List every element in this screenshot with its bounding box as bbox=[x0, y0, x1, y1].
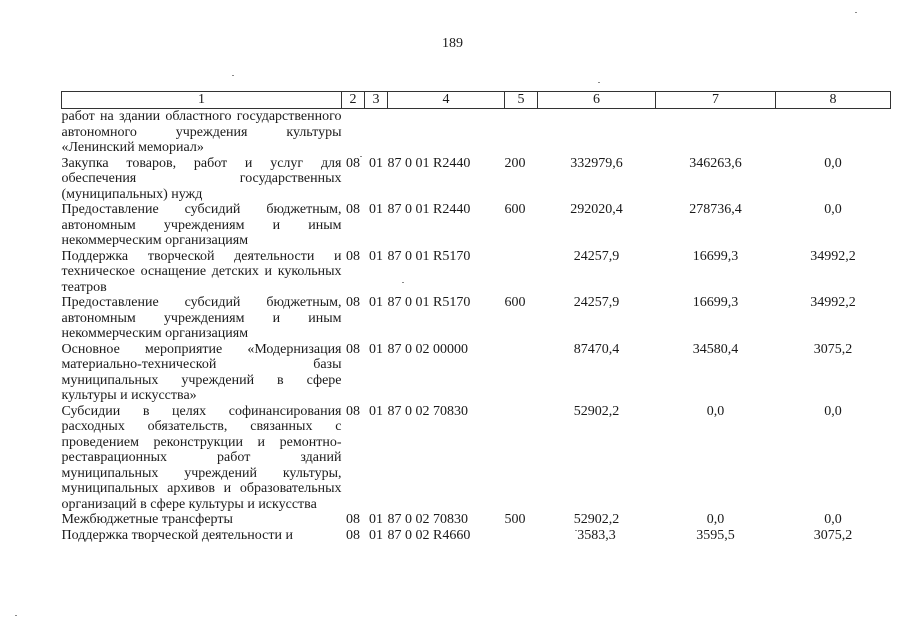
row-amount-1: 52902,2 bbox=[573, 403, 620, 419]
row-expense-type bbox=[505, 249, 538, 296]
row-amount-1: 3583,3 bbox=[577, 527, 616, 543]
row-target-item: 87 0 02 R4660 bbox=[387, 527, 471, 543]
row-amount-3: 34992,2 bbox=[810, 248, 856, 264]
row-subsection: 01 bbox=[369, 527, 383, 543]
row-expense-type bbox=[505, 342, 538, 404]
row-target-item: 87 0 02 70830 bbox=[387, 512, 468, 527]
row-amount-3: 34992,2 bbox=[810, 295, 856, 310]
row-name: Поддержка творческой деятельности и техническое оснащение детских и кукольных театров bbox=[61, 248, 342, 295]
row-target-item: 87 0 01 R2440 bbox=[387, 202, 471, 217]
row-subsection: 01 bbox=[369, 403, 383, 419]
row-subsection: 01 bbox=[369, 295, 383, 310]
table-header bbox=[62, 92, 891, 109]
row-amount-1 bbox=[538, 109, 656, 156]
row-expense-type: 600 bbox=[504, 295, 526, 310]
row-target-item: 87 0 01 R5170 bbox=[387, 295, 471, 310]
row-target-item: 87 0 02 00000 bbox=[387, 341, 468, 357]
row-section: 08 bbox=[346, 527, 360, 543]
row-expense-type bbox=[505, 528, 538, 544]
scan-speck bbox=[855, 12, 857, 13]
row-amount-1: 24257,9 bbox=[573, 295, 620, 310]
scan-speck bbox=[598, 82, 600, 83]
table-row bbox=[62, 295, 891, 342]
header-col-2: 2 bbox=[342, 92, 365, 109]
row-amount-2: 0,0 bbox=[706, 403, 725, 419]
header-col-1: 1 bbox=[62, 92, 342, 109]
table-row bbox=[62, 404, 891, 513]
row-amount-2: 16699,3 bbox=[692, 248, 739, 264]
row-section: 08 bbox=[346, 248, 360, 264]
row-amount-1: 52902,2 bbox=[573, 512, 620, 527]
scan-speck bbox=[15, 615, 17, 616]
row-subsection: 01 bbox=[369, 155, 383, 171]
row-target-item: 87 0 02 70830 bbox=[387, 403, 468, 419]
row-amount-3: 0,0 bbox=[824, 512, 842, 527]
row-amount-3: 0,0 bbox=[824, 155, 842, 171]
row-expense-type: 500 bbox=[504, 512, 526, 527]
row-name: Субсидии в целях софинансирования расходных обязательств, связанных с проведением реконструкции и ремонтно-реставрационных работ зданий муниципальных учреждений культуры, муниципальных архивов и образовательных организаций в сфере культуры и искусства bbox=[61, 403, 342, 512]
row-section: 08 bbox=[346, 341, 360, 357]
header-col-8: 8 bbox=[776, 92, 891, 109]
scan-speck bbox=[232, 75, 234, 76]
row-amount-2: 346263,6 bbox=[689, 155, 742, 171]
row-amount-1: 332979,6 bbox=[570, 155, 623, 171]
row-section: 08 bbox=[346, 512, 360, 527]
header-col-4: 4 bbox=[388, 92, 505, 109]
row-amount-2: 34580,4 bbox=[692, 341, 739, 357]
header-col-5: 5 bbox=[505, 92, 538, 109]
budget-table bbox=[61, 91, 891, 543]
row-amount-3: 3075,2 bbox=[813, 341, 853, 357]
header-col-6: 6 bbox=[538, 92, 656, 109]
row-name: работ на здании областного государственного автономного учреждения культуры «Ленинский мемориал» bbox=[61, 109, 342, 155]
row-amount-2 bbox=[656, 109, 776, 156]
table-row bbox=[62, 109, 891, 156]
scan-speck bbox=[360, 156, 362, 157]
row-subsection bbox=[365, 109, 388, 156]
row-amount-2: 3595,5 bbox=[696, 527, 735, 543]
row-amount-2: 0,0 bbox=[706, 512, 725, 527]
table-row bbox=[62, 249, 891, 296]
row-target-item: 87 0 01 R5170 bbox=[387, 248, 471, 264]
table-row bbox=[62, 528, 891, 544]
table-row bbox=[62, 156, 891, 203]
row-section: 08 bbox=[346, 295, 360, 310]
row-target-item bbox=[388, 109, 505, 156]
row-amount-1: 292020,4 bbox=[570, 202, 623, 217]
row-name: Основное мероприятие «Модернизация материально-технической базы муниципальных учреждений в сфере культуры и искусства» bbox=[61, 341, 342, 403]
row-name: Предоставление субсидий бюджетным, автономным учреждениям и иным некоммерческим организациям bbox=[61, 202, 342, 248]
row-expense-type: 200 bbox=[504, 155, 526, 171]
row-subsection: 01 bbox=[369, 202, 383, 217]
row-name: Закупка товаров, работ и услуг для обеспечения государственных (муниципальных) нужд bbox=[61, 155, 342, 202]
row-amount-1: 87470,4 bbox=[573, 341, 620, 357]
row-amount-2: 16699,3 bbox=[692, 295, 739, 310]
row-amount-2: 278736,4 bbox=[689, 202, 742, 217]
table-row bbox=[62, 202, 891, 249]
table-row bbox=[62, 512, 891, 528]
row-section: 08 bbox=[346, 155, 360, 171]
header-row bbox=[62, 92, 891, 109]
row-name: Межбюджетные трансферты bbox=[61, 512, 233, 527]
row-name: Поддержка творческой деятельности и bbox=[61, 527, 293, 543]
scan-speck bbox=[402, 282, 404, 283]
row-section: 08 bbox=[346, 202, 360, 217]
row-expense-type bbox=[505, 109, 538, 156]
row-amount-3: 0,0 bbox=[824, 202, 842, 217]
header-col-7: 7 bbox=[656, 92, 776, 109]
page-number: 189 bbox=[442, 36, 463, 51]
row-expense-type bbox=[505, 404, 538, 513]
scan-speck bbox=[575, 530, 577, 531]
row-subsection: 01 bbox=[369, 248, 383, 264]
row-section bbox=[342, 109, 365, 156]
row-subsection: 01 bbox=[369, 512, 383, 527]
row-amount-3: 3075,2 bbox=[813, 527, 853, 543]
row-amount-3 bbox=[776, 109, 891, 156]
table-body bbox=[62, 109, 891, 544]
row-expense-type: 600 bbox=[504, 202, 526, 217]
row-subsection: 01 bbox=[369, 341, 383, 357]
row-section: 08 bbox=[346, 403, 360, 419]
row-amount-1: 24257,9 bbox=[573, 248, 620, 264]
row-name: Предоставление субсидий бюджетным, автономным учреждениям и иным некоммерческим организациям bbox=[61, 295, 342, 341]
row-target-item: 87 0 01 R2440 bbox=[387, 155, 471, 171]
header-col-3: 3 bbox=[365, 92, 388, 109]
row-amount-3: 0,0 bbox=[824, 403, 842, 419]
table-row bbox=[62, 342, 891, 404]
